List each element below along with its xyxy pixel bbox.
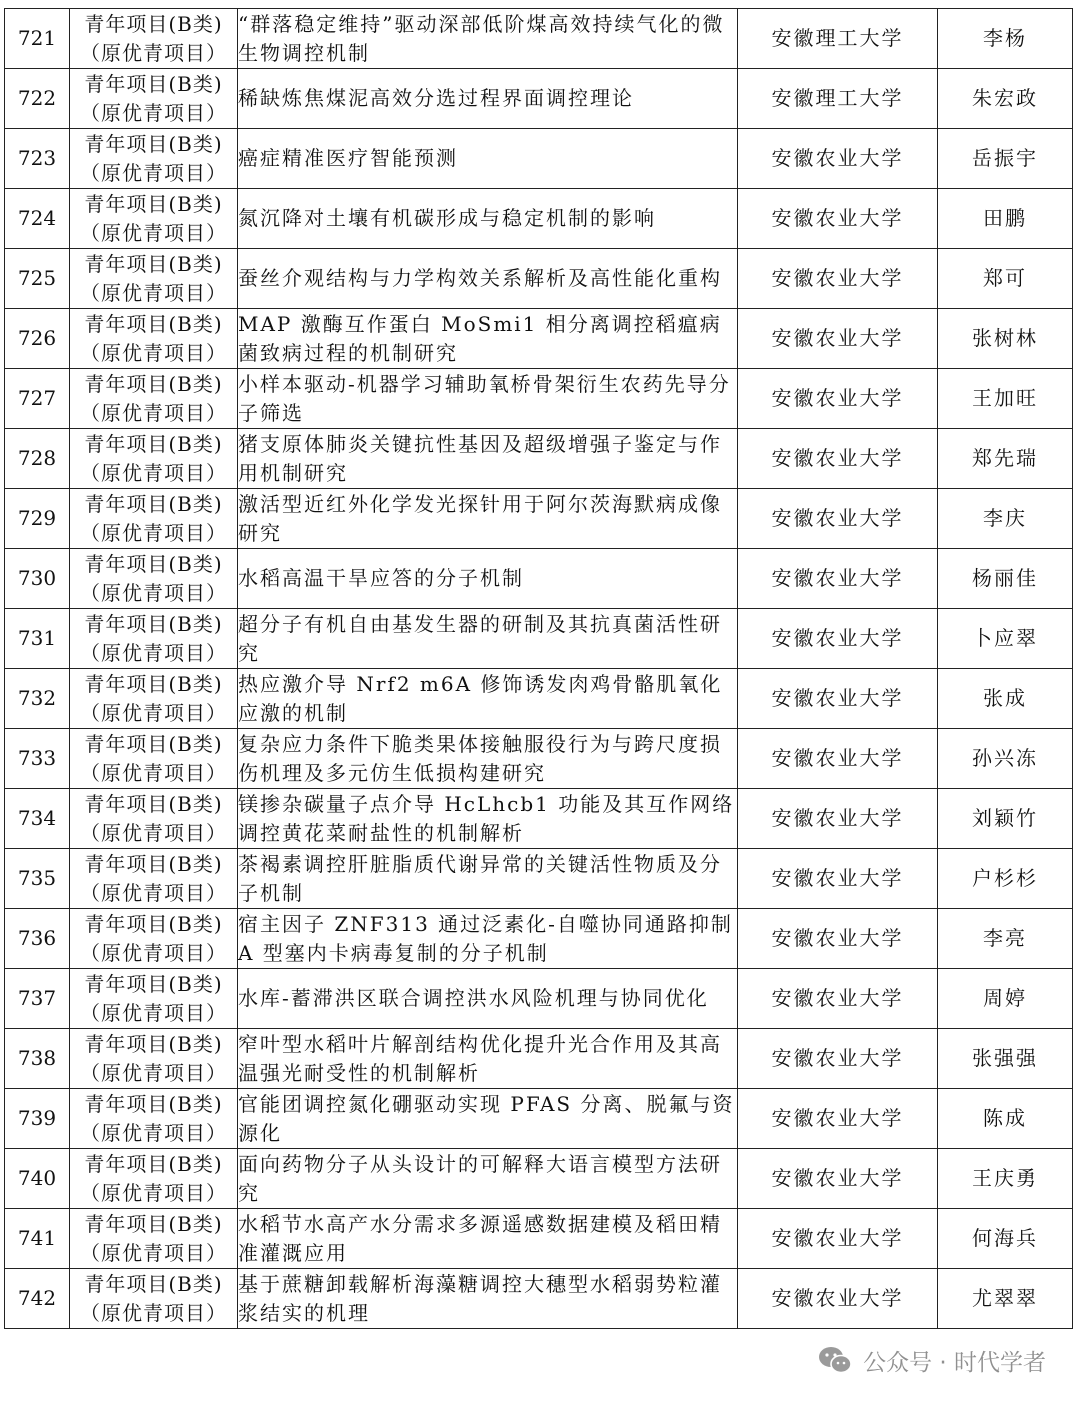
project-title: 宿主因子 ZNF313 通过泛素化-自噬协同通路抑制 A 型塞内卡病毒复制的分子机制 xyxy=(238,909,738,969)
institution: 安徽农业大学 xyxy=(738,609,938,669)
row-number: 742 xyxy=(5,1269,70,1329)
table-row xyxy=(5,429,1073,489)
table-row xyxy=(5,1029,1073,1089)
row-number: 729 xyxy=(5,489,70,549)
project-title: 复杂应力条件下脆类果体接触服役行为与跨尺度损伤机理及多元仿生低损构建研究 xyxy=(238,729,738,789)
project-title: 茶褐素调控肝脏脂质代谢异常的关键活性物质及分子机制 xyxy=(238,849,738,909)
institution: 安徽农业大学 xyxy=(738,549,938,609)
category-note: （原优青项目） xyxy=(80,460,227,485)
category-line: 青年项目(B类) xyxy=(84,371,223,396)
institution: 安徽农业大学 xyxy=(738,969,938,1029)
project-title: 超分子有机自由基发生器的研制及其抗真菌活性研究 xyxy=(238,609,738,669)
project-title: 小样本驱动-机器学习辅助氧桥骨架衍生农药先导分子筛选 xyxy=(238,369,738,429)
category-line: 青年项目(B类) xyxy=(84,911,223,936)
category-line: 青年项目(B类) xyxy=(84,1211,223,1236)
category-note: （原优青项目） xyxy=(80,40,227,65)
institution: 安徽农业大学 xyxy=(738,729,938,789)
institution: 安徽农业大学 xyxy=(738,1089,938,1149)
category-line: 青年项目(B类) xyxy=(84,131,223,156)
institution: 安徽农业大学 xyxy=(738,1209,938,1269)
applicant-name: 王庆勇 xyxy=(938,1149,1073,1209)
category-note: （原优青项目） xyxy=(80,520,227,545)
category-line: 青年项目(B类) xyxy=(84,11,223,36)
project-title: 稀缺炼焦煤泥高效分选过程界面调控理论 xyxy=(238,69,738,129)
category-note: （原优青项目） xyxy=(80,340,227,365)
row-number: 722 xyxy=(5,69,70,129)
applicant-name: 田鹏 xyxy=(938,189,1073,249)
row-number: 741 xyxy=(5,1209,70,1269)
category-note: （原优青项目） xyxy=(80,760,227,785)
applicant-name: 朱宏政 xyxy=(938,69,1073,129)
table-row xyxy=(5,129,1073,189)
project-title: 水稻高温干旱应答的分子机制 xyxy=(238,549,738,609)
applicant-name: 尤翠翠 xyxy=(938,1269,1073,1329)
applicant-name: 郑先瑞 xyxy=(938,429,1073,489)
applicant-name: 刘颖竹 xyxy=(938,789,1073,849)
table-row xyxy=(5,729,1073,789)
table-row xyxy=(5,789,1073,849)
row-number: 738 xyxy=(5,1029,70,1089)
table-row xyxy=(5,909,1073,969)
project-category xyxy=(70,9,238,69)
category-note: （原优青项目） xyxy=(80,100,227,125)
applicant-name: 李杨 xyxy=(938,9,1073,69)
project-category xyxy=(70,969,238,1029)
project-category xyxy=(70,129,238,189)
category-note: （原优青项目） xyxy=(80,400,227,425)
wechat-icon xyxy=(817,1345,853,1375)
applicant-name: 户杉杉 xyxy=(938,849,1073,909)
row-number: 727 xyxy=(5,369,70,429)
project-title: 窄叶型水稻叶片解剖结构优化提升光合作用及其高温强光耐受性的机制解析 xyxy=(238,1029,738,1089)
category-line: 青年项目(B类) xyxy=(84,1091,223,1116)
category-line: 青年项目(B类) xyxy=(84,971,223,996)
category-line: 青年项目(B类) xyxy=(84,851,223,876)
project-category xyxy=(70,369,238,429)
table-row xyxy=(5,609,1073,669)
table-row xyxy=(5,69,1073,129)
row-number: 737 xyxy=(5,969,70,1029)
project-category xyxy=(70,309,238,369)
project-category xyxy=(70,789,238,849)
project-category xyxy=(70,1209,238,1269)
project-title: 面向药物分子从头设计的可解释大语言模型方法研究 xyxy=(238,1149,738,1209)
project-category xyxy=(70,549,238,609)
project-title: 癌症精准医疗智能预测 xyxy=(238,129,738,189)
table-row xyxy=(5,249,1073,309)
applicant-name: 周婷 xyxy=(938,969,1073,1029)
category-line: 青年项目(B类) xyxy=(84,671,223,696)
applicant-name: 何海兵 xyxy=(938,1209,1073,1269)
table-row xyxy=(5,549,1073,609)
category-line: 青年项目(B类) xyxy=(84,551,223,576)
table-row xyxy=(5,1209,1073,1269)
row-number: 736 xyxy=(5,909,70,969)
project-category xyxy=(70,189,238,249)
project-title: 水稻节水高产水分需求多源遥感数据建模及稻田精准灌溉应用 xyxy=(238,1209,738,1269)
applicant-name: 陈成 xyxy=(938,1089,1073,1149)
table-row xyxy=(5,1089,1073,1149)
project-title: 基于蔗糖卸载解析海藻糖调控大穗型水稻弱势粒灌浆结实的机理 xyxy=(238,1269,738,1329)
applicant-name: 卜应翠 xyxy=(938,609,1073,669)
project-title: 激活型近红外化学发光探针用于阿尔茨海默病成像研究 xyxy=(238,489,738,549)
project-title: 蚕丝介观结构与力学构效关系解析及高性能化重构 xyxy=(238,249,738,309)
category-line: 青年项目(B类) xyxy=(84,1151,223,1176)
category-line: 青年项目(B类) xyxy=(84,731,223,756)
applicant-name: 李亮 xyxy=(938,909,1073,969)
applicant-name: 杨丽佳 xyxy=(938,549,1073,609)
project-title: 水库-蓄滞洪区联合调控洪水风险机理与协同优化 xyxy=(238,969,738,1029)
applicant-name: 孙兴冻 xyxy=(938,729,1073,789)
category-note: （原优青项目） xyxy=(80,580,227,605)
institution: 安徽农业大学 xyxy=(738,849,938,909)
row-number: 731 xyxy=(5,609,70,669)
row-number: 725 xyxy=(5,249,70,309)
institution: 安徽农业大学 xyxy=(738,429,938,489)
row-number: 733 xyxy=(5,729,70,789)
project-category xyxy=(70,849,238,909)
institution: 安徽农业大学 xyxy=(738,489,938,549)
row-number: 739 xyxy=(5,1089,70,1149)
row-number: 721 xyxy=(5,9,70,69)
category-line: 青年项目(B类) xyxy=(84,1031,223,1056)
category-note: （原优青项目） xyxy=(80,1180,227,1205)
category-line: 青年项目(B类) xyxy=(84,311,223,336)
category-note: （原优青项目） xyxy=(80,1300,227,1325)
project-category xyxy=(70,429,238,489)
category-note: （原优青项目） xyxy=(80,280,227,305)
institution: 安徽农业大学 xyxy=(738,1269,938,1329)
project-title: 猪支原体肺炎关键抗性基因及超级增强子鉴定与作用机制研究 xyxy=(238,429,738,489)
project-category xyxy=(70,69,238,129)
table-row xyxy=(5,1149,1073,1209)
table-row xyxy=(5,489,1073,549)
row-number: 740 xyxy=(5,1149,70,1209)
project-title: 氮沉降对土壤有机碳形成与稳定机制的影响 xyxy=(238,189,738,249)
applicant-name: 张树林 xyxy=(938,309,1073,369)
institution: 安徽农业大学 xyxy=(738,1029,938,1089)
category-note: （原优青项目） xyxy=(80,820,227,845)
project-category xyxy=(70,909,238,969)
row-number: 724 xyxy=(5,189,70,249)
row-number: 734 xyxy=(5,789,70,849)
category-note: （原优青项目） xyxy=(80,1000,227,1025)
project-category xyxy=(70,669,238,729)
watermark xyxy=(817,1342,1046,1378)
institution: 安徽农业大学 xyxy=(738,369,938,429)
institution: 安徽农业大学 xyxy=(738,309,938,369)
row-number: 732 xyxy=(5,669,70,729)
project-category xyxy=(70,1149,238,1209)
project-table xyxy=(4,8,1073,1329)
category-line: 青年项目(B类) xyxy=(84,251,223,276)
project-category xyxy=(70,729,238,789)
applicant-name: 王加旺 xyxy=(938,369,1073,429)
category-note: （原优青项目） xyxy=(80,1240,227,1265)
category-note: （原优青项目） xyxy=(80,1060,227,1085)
project-category xyxy=(70,1089,238,1149)
table-row xyxy=(5,189,1073,249)
project-category xyxy=(70,1029,238,1089)
applicant-name: 张强强 xyxy=(938,1029,1073,1089)
table-row xyxy=(5,849,1073,909)
project-category xyxy=(70,609,238,669)
project-title: 镁掺杂碳量子点介导 HcLhcb1 功能及其互作网络调控黄花菜耐盐性的机制解析 xyxy=(238,789,738,849)
category-line: 青年项目(B类) xyxy=(84,1271,223,1296)
category-line: 青年项目(B类) xyxy=(84,431,223,456)
institution: 安徽理工大学 xyxy=(738,9,938,69)
institution: 安徽农业大学 xyxy=(738,1149,938,1209)
institution: 安徽农业大学 xyxy=(738,189,938,249)
row-number: 730 xyxy=(5,549,70,609)
category-note: （原优青项目） xyxy=(80,700,227,725)
project-category xyxy=(70,489,238,549)
applicant-name: 李庆 xyxy=(938,489,1073,549)
applicant-name: 岳振宇 xyxy=(938,129,1073,189)
category-note: （原优青项目） xyxy=(80,160,227,185)
applicant-name: 张成 xyxy=(938,669,1073,729)
project-title: 热应激介导 Nrf2 m6A 修饰诱发肉鸡骨骼肌氧化应激的机制 xyxy=(238,669,738,729)
table-row xyxy=(5,309,1073,369)
table-row xyxy=(5,669,1073,729)
institution: 安徽农业大学 xyxy=(738,249,938,309)
table-row xyxy=(5,369,1073,429)
institution: 安徽农业大学 xyxy=(738,909,938,969)
table-row xyxy=(5,9,1073,69)
category-note: （原优青项目） xyxy=(80,1120,227,1145)
institution: 安徽农业大学 xyxy=(738,129,938,189)
institution: 安徽农业大学 xyxy=(738,789,938,849)
category-note: （原优青项目） xyxy=(80,940,227,965)
table-row xyxy=(5,1269,1073,1329)
category-note: （原优青项目） xyxy=(80,880,227,905)
category-line: 青年项目(B类) xyxy=(84,491,223,516)
category-note: （原优青项目） xyxy=(80,640,227,665)
category-line: 青年项目(B类) xyxy=(84,611,223,636)
institution: 安徽农业大学 xyxy=(738,669,938,729)
project-category xyxy=(70,1269,238,1329)
category-note: （原优青项目） xyxy=(80,220,227,245)
table-row xyxy=(5,969,1073,1029)
category-line: 青年项目(B类) xyxy=(84,791,223,816)
project-title: 官能团调控氮化硼驱动实现 PFAS 分离、脱氟与资源化 xyxy=(238,1089,738,1149)
applicant-name: 郑可 xyxy=(938,249,1073,309)
project-title: MAP 激酶互作蛋白 MoSmi1 相分离调控稻瘟病菌致病过程的机制研究 xyxy=(238,309,738,369)
project-category xyxy=(70,249,238,309)
row-number: 735 xyxy=(5,849,70,909)
category-line: 青年项目(B类) xyxy=(84,191,223,216)
project-title: “群落稳定维持”驱动深部低阶煤高效持续气化的微生物调控机制 xyxy=(238,9,738,69)
row-number: 726 xyxy=(5,309,70,369)
watermark-text: 公众号 · 时代学者 xyxy=(863,1349,1046,1376)
category-line: 青年项目(B类) xyxy=(84,71,223,96)
institution: 安徽理工大学 xyxy=(738,69,938,129)
row-number: 723 xyxy=(5,129,70,189)
row-number: 728 xyxy=(5,429,70,489)
table-body xyxy=(5,9,1073,1329)
